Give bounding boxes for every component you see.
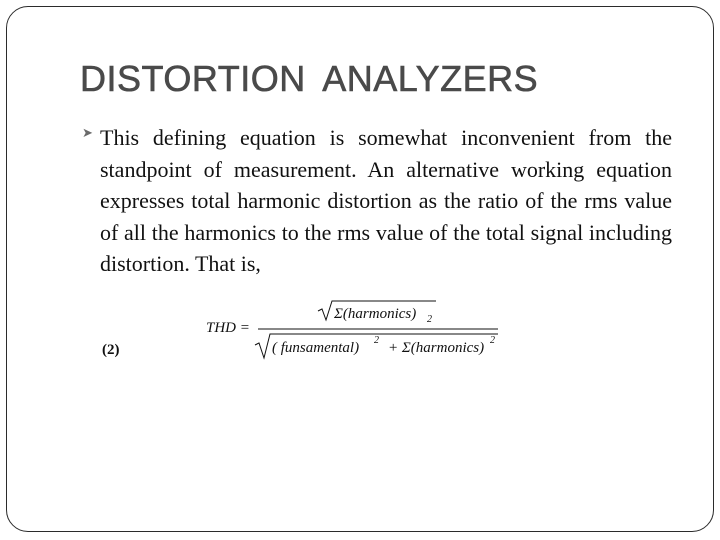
arrow-bullet-icon: ➤: [82, 126, 93, 141]
formula-sup-1: 2: [374, 335, 379, 346]
formula-numerator-sub: 2: [427, 314, 432, 325]
formula-sup-2: 2: [490, 335, 495, 346]
formula-denominator-term: ( funsamental): [272, 340, 360, 356]
equation-number: (2): [102, 342, 120, 358]
slide-title: DISTORTION ANALYZERS: [80, 58, 539, 99]
formula-plus-term: + Σ(harmonics): [388, 340, 485, 356]
formula-numerator: Σ(harmonics): [334, 306, 417, 322]
body-paragraph: This defining equation is somewhat inconvenient from the standpoint of measurement. An alternative working equation expresses total harmonic distortion as the ratio of the rms value of all the harmonics to the rms value of the total signal including distortion. That is,: [100, 125, 672, 276]
formula-lhs: THD =: [206, 320, 250, 336]
thd-formula: [198, 298, 508, 368]
